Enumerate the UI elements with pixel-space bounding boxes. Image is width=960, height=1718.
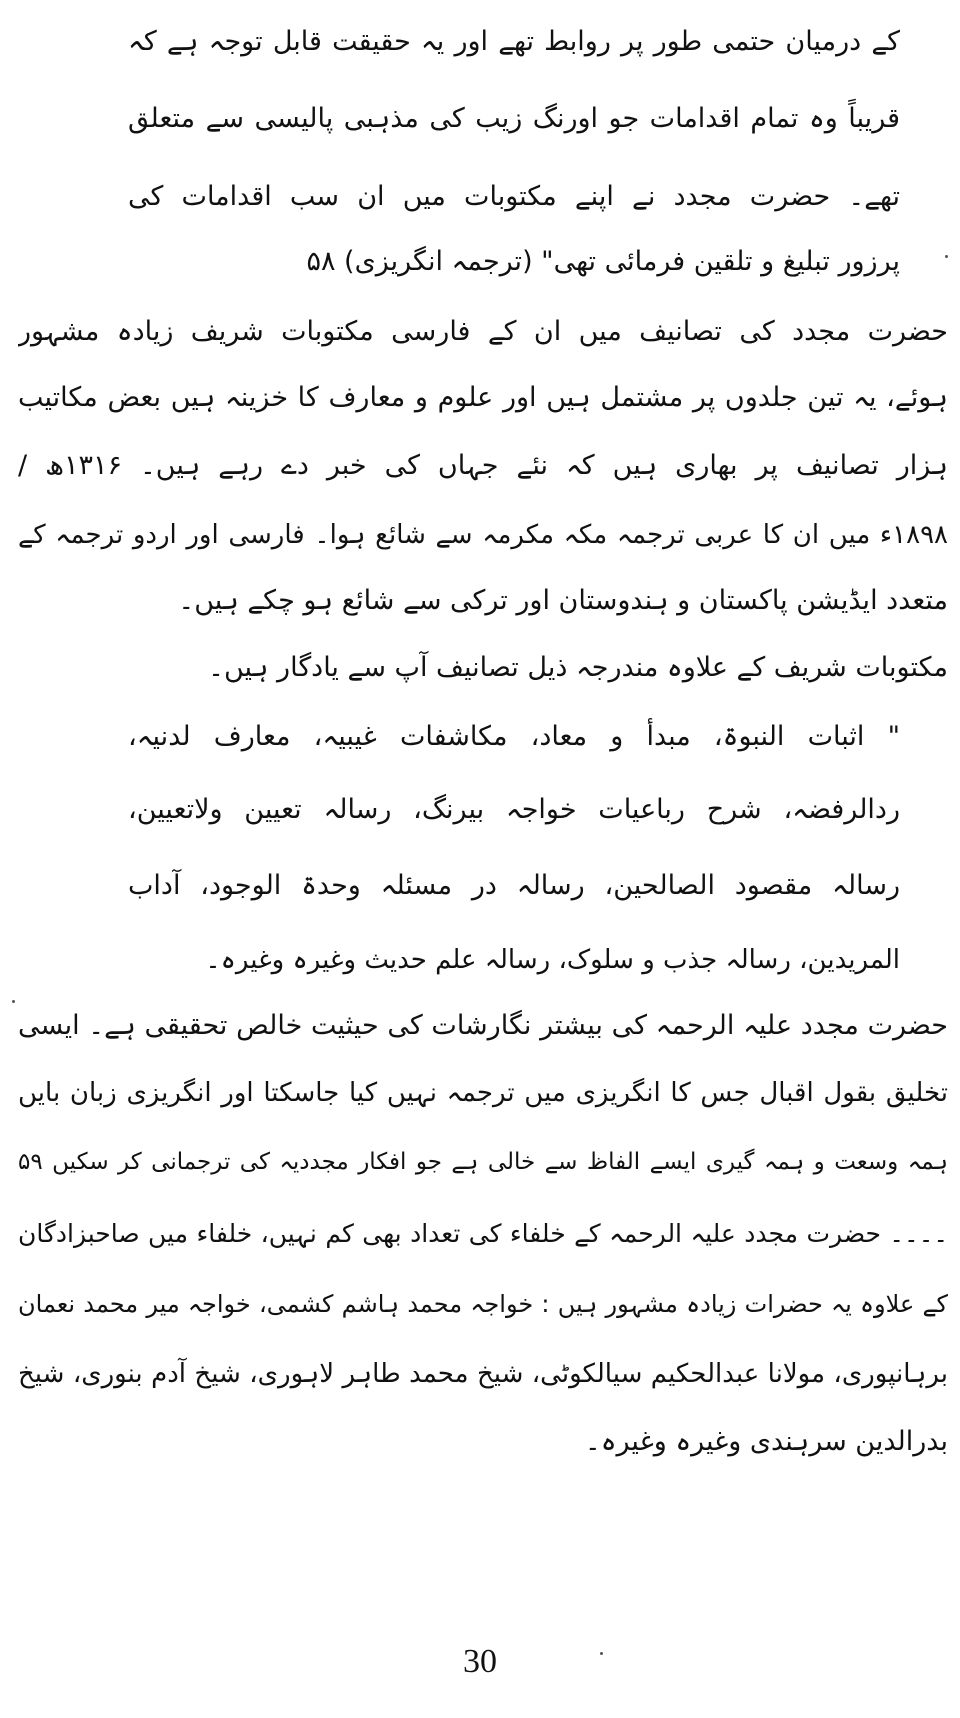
text-line-2: قریباً وہ تمام اقدامات جو اورنگ زیب کی مذہبی پالیسی سے متعلق [128, 103, 900, 134]
text-line-1: کے درمیان حتمی طور پر روابط تھے اور یہ حقیقت قابل توجہ ہے کہ [128, 26, 900, 57]
scan-speck [12, 1000, 15, 1003]
scan-speck [945, 255, 948, 258]
text-line-12: ردالرفضہ، شرح رباعیات خواجہ بیرنگ، رسالہ تعیین ولاتعیین، [128, 794, 900, 825]
text-line-15: حضرت مجدد علیہ الرحمہ کی بیشتر نگارشات کی حیثیت خالص تحقیقی ہے۔ ایسی [18, 1010, 948, 1041]
text-line-11: " اثبات النبوۃ، مبدأ و معاد، مکاشفات غیبیہ، معارف لدنیہ، [128, 721, 900, 752]
text-line-9: متعدد ایڈیشن پاکستان و ہندوستان اور ترکی سے شائع ہو چکے ہیں۔ [178, 585, 948, 616]
page-number: 30 [463, 1643, 497, 1680]
text-line-14: المریدین، رسالہ جذب و سلوک، رسالہ علم حدیث وغیرہ وغیرہ۔ [205, 945, 900, 975]
scan-speck [600, 1652, 603, 1655]
text-line-20: برہانپوری، مولانا عبدالحکیم سیالکوٹی، شیخ محمد طاہر لاہوری، شیخ آدم بنوری، شیخ [18, 1359, 948, 1389]
text-line-5: حضرت مجدد کی تصانیف میں ان کے فارسی مکتوبات شریف زیادہ مشہور [18, 316, 948, 347]
text-line-3: تھے۔ حضرت مجدد نے اپنے مکتوبات میں ان سب اقدامات کی [128, 181, 900, 212]
text-line-8: ۱۸۹۸ء میں ان کا عربی ترجمہ مکہ مکرمہ سے شائع ہوا۔ فارسی اور اردو ترجمہ کے [18, 520, 948, 550]
text-line-17: ہمہ وسعت و ہمہ گیری ایسے الفاظ سے خالی ہے جو افکار مجددیہ کی ترجمانی کر سکیں ۵۹ [18, 1149, 948, 1175]
text-line-21: بدرالدین سرہندی وغیرہ وغیرہ۔ [584, 1426, 948, 1457]
text-line-16: تخلیق بقول اقبال جس کا انگریزی میں ترجمہ نہیں کیا جاسکتا اور انگریزی زبان بایں [18, 1078, 948, 1108]
text-line-6: ہوئے، یہ تین جلدوں پر مشتمل ہیں اور علوم و معارف کا خزینہ ہیں بعض مکاتیب [18, 382, 948, 413]
text-line-10: مکتوبات شریف کے علاوہ مندرجہ ذیل تصانیف آپ سے یادگار ہیں۔ [208, 652, 948, 683]
text-line-4: پرزور تبلیغ و تلقین فرمائی تھی" (ترجمہ انگریزی) ۵۸ [306, 246, 900, 277]
text-line-13: رسالہ مقصود الصالحین، رسالہ در مسئلہ وحدۃ الوجود، آداب [128, 870, 900, 901]
text-line-7: ہزار تصانیف پر بھاری ہیں کہ نئے جہاں کی خبر دے رہے ہیں۔ ۱۳۱۶ھ / [18, 450, 948, 481]
text-line-18: ۔۔۔۔ حضرت مجدد علیہ الرحمہ کے خلفاء کی تعداد بھی کم نہیں، خلفاء میں صاحبزادگان [18, 1219, 948, 1248]
text-line-19: کے علاوہ یہ حضرات زیادہ مشہور ہیں : خواجہ محمد ہاشم کشمی، خواجہ میر محمد نعمان [18, 1290, 948, 1318]
